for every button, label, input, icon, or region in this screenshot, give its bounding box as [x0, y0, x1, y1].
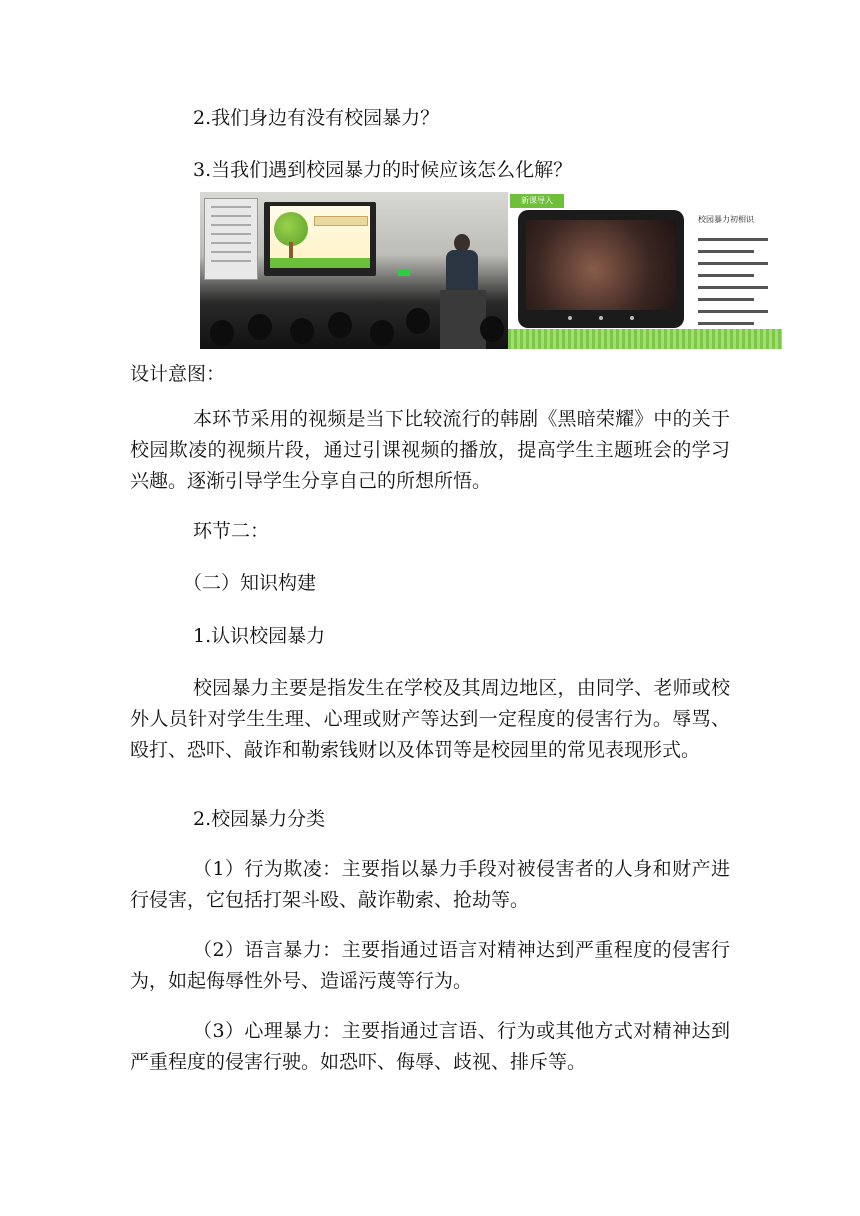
whiteboard	[204, 198, 258, 280]
exit-sign	[398, 270, 410, 276]
screen-slide	[270, 206, 370, 268]
item1-title: 1.认识校园暴力	[193, 625, 326, 647]
design-label: 设计意图：	[130, 363, 226, 385]
slide-side-title: 校园暴力初相识	[698, 215, 754, 224]
classroom-scene	[200, 192, 508, 349]
slide-questions	[698, 238, 776, 334]
classroom-photo	[200, 192, 782, 349]
projector-screen	[264, 202, 376, 276]
question-3: 3.当我们遇到校园暴力的时候应该怎么化解？	[193, 159, 573, 181]
question-2: 2.我们身边有没有校园暴力？	[193, 107, 440, 129]
design-paragraph: 本环节采用的视频是当下比较流行的韩剧《黑暗荣耀》中的关于校园欺凌的视频片段，通过引课视频的播放，提高学生主题班会的学习兴趣。逐渐引导学生分享自己的所想所悟。	[130, 408, 730, 492]
students	[200, 304, 508, 349]
category-3: （3）心理暴力：主要指通过言语、行为或其他方式对精神达到严重程度的侵害行驶。如恐吓、侮辱、歧视、排斥等。	[130, 1020, 730, 1073]
grass-border	[508, 329, 782, 349]
section-heading: （二）知识构建	[183, 572, 317, 594]
slide-tag: 新课导入	[510, 194, 564, 208]
lesson-slide	[508, 192, 782, 349]
category-1: （1）行为欺凌：主要指以暴力手段对被侵害者的人身和财产进行侵害，它包括打架斗殴、敲诈勒索、抢劫等。	[130, 858, 730, 911]
category-2: （2）语言暴力：主要指通过语言对精神达到严重程度的侵害行为，如起侮辱性外号、造谣污蔑等行为。	[130, 939, 730, 992]
tablet-video	[518, 210, 684, 328]
item2-title: 2.校园暴力分类	[193, 808, 326, 830]
step-heading: 环节二：	[193, 520, 270, 542]
video-frame	[526, 220, 676, 310]
item1-paragraph: 校园暴力主要是指发生在学校及其周边地区，由同学、老师或校外人员针对学生生理、心理或财产等达到一定程度的侵害行为。辱骂、殴打、恐吓、敲诈和勒索钱财以及体罚等是校园里的常见表现形式。	[130, 677, 730, 761]
